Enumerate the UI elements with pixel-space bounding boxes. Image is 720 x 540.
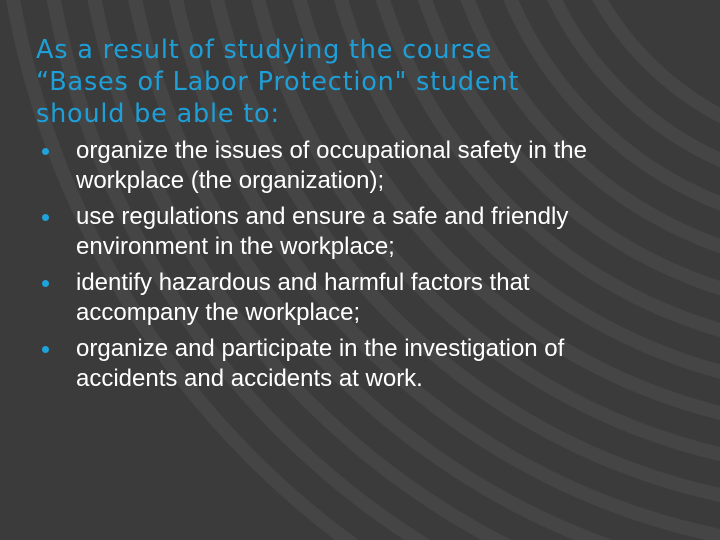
list-item bbox=[42, 136, 642, 196]
bullet-dot-icon bbox=[42, 214, 49, 221]
list-item bbox=[42, 268, 642, 328]
bullet-text: use regulations and ensure a safe and friendly environment in the workplace; bbox=[76, 203, 569, 260]
slide-title-line-1: As a result of studying the course bbox=[36, 35, 493, 65]
list-item bbox=[42, 334, 642, 394]
slide-title-line-3: should be able to: bbox=[36, 99, 280, 129]
bullet-text: organize the issues of occupational safety in the workplace (the organization); bbox=[76, 137, 587, 194]
bullet-list bbox=[42, 136, 642, 400]
bullet-dot-icon bbox=[42, 148, 49, 155]
bullet-dot-icon bbox=[42, 280, 49, 287]
slide-title-line-2: “Bases of Labor Protection" student bbox=[36, 67, 520, 97]
list-item bbox=[42, 202, 642, 262]
slide-title bbox=[36, 34, 636, 130]
bullet-text: organize and participate in the investigation of accidents and accidents at work. bbox=[76, 335, 565, 392]
bullet-text: identify hazardous and harmful factors that accompany the workplace; bbox=[76, 269, 530, 326]
bullet-dot-icon bbox=[42, 346, 49, 353]
